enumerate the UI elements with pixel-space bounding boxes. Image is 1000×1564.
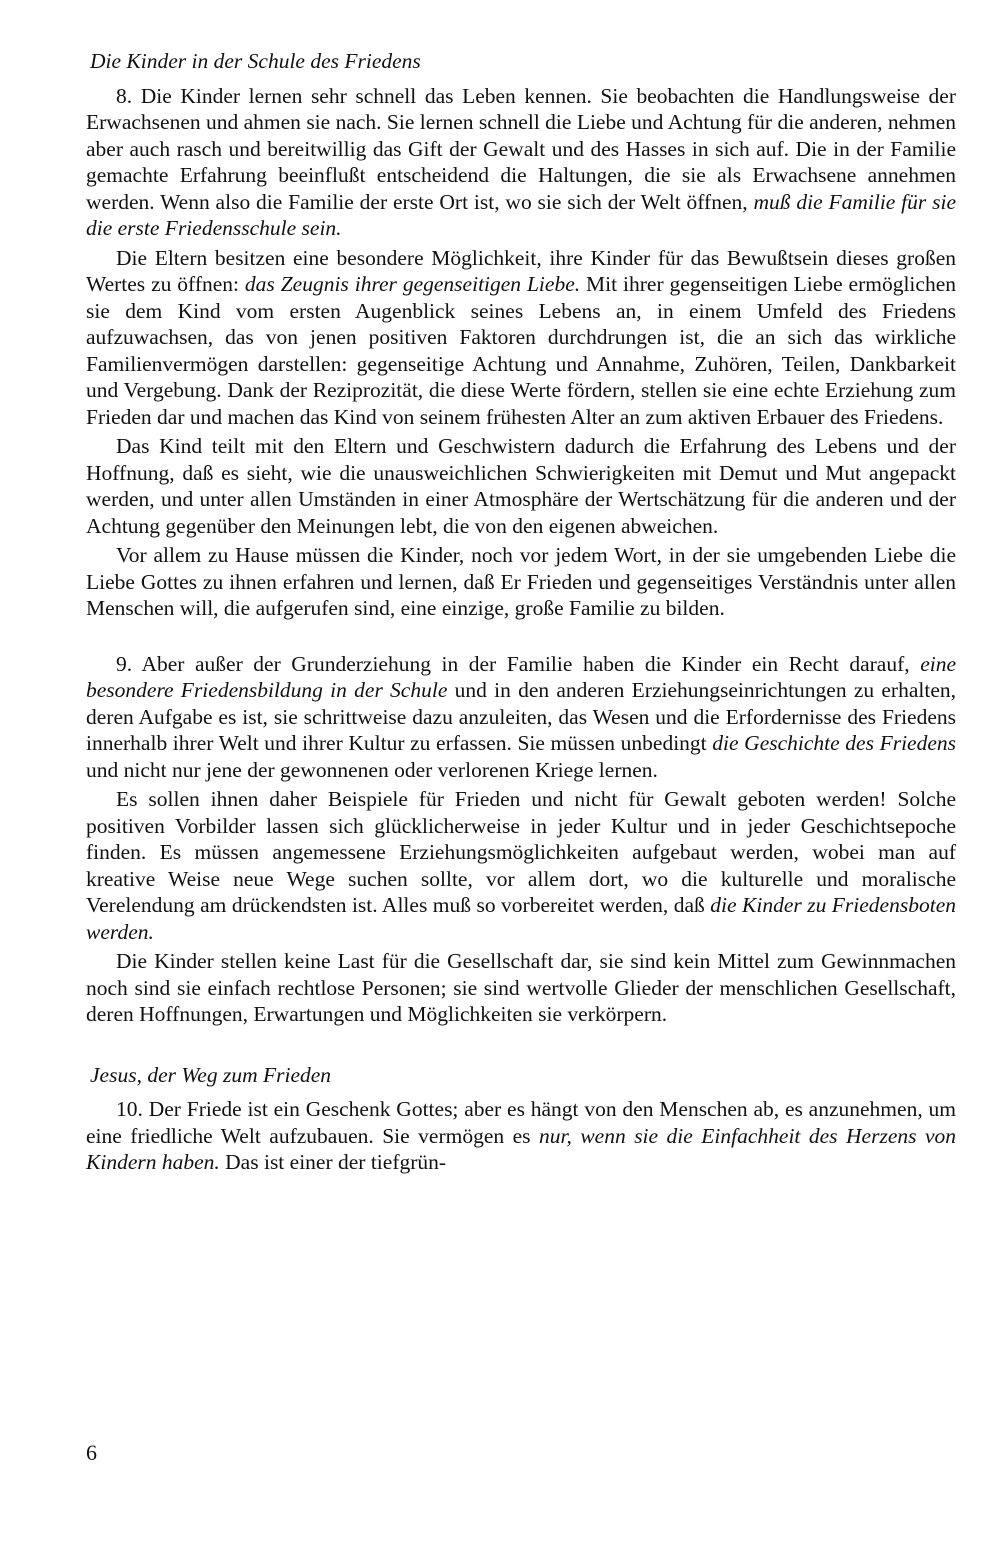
p8b-text-b: Mit ihrer gegenseitigen Liebe ermöglichen sie dem Kind vom ersten Augenblick seines Lebens an, in einem Umfeld des Friedens aufzuwachsen, das von jenen positiven Faktoren durchdrungen ist, die an sich das wirkliche Familienvermögen darstellen: gegenseitige Achtung und Annahme, Zuhören, Teilen, Dankbarkeit und Vergebung. Dank der Reziprozität, die diese Werte fördern, stellen sie eine echte Erziehung zum Frieden dar und machen das Kind von seinem frühesten Alter an zum aktiven Erbauer des Friedens. bbox=[86, 272, 956, 429]
p9-text-a: 9. Aber außer der Grunderziehung in der Familie haben die Kinder ein Recht darauf, bbox=[116, 651, 921, 676]
section-heading-jesus: Jesus, der Weg zum Frieden bbox=[90, 1062, 332, 1087]
section-gap bbox=[86, 625, 956, 651]
p8-text: 8. Die Kinder lernen sehr schnell das Leben kennen. Sie beobachten die Handlungsweise der Erwachsenen und ahmen sie nach. Sie lernen schnell die Liebe und Achtung für die anderen, nehmen aber auch rasch und bereitwillig das Gift der Gewalt und des Hasses in sich auf. Die in der Familie gemachte Erfahrung beeinflußt entscheidend die Haltungen, die sie als Erwachsene annehmen werden. Wenn also die Familie der erste Ort ist, wo sie sich der Welt öffnen, bbox=[86, 83, 956, 214]
p9-text-c: und nicht nur jene der gewonnenen oder verlorenen Kriege lernen. bbox=[86, 757, 658, 782]
paragraph-9c: Die Kinder stellen keine Last für die Gesellschaft dar, sie sind kein Mittel zum Gewinnmachen noch sind sie einfach rechtlose Personen; sie sind wertvolle Glieder der menschlichen Gesellschaft, deren Hoffnungen, Erwartungen und Möglichkeiten sie verkörpern. bbox=[86, 949, 956, 1026]
p9-emphasis-1: eine besondere Friedensbildung in der Schule bbox=[86, 651, 956, 702]
paragraph-8d: Vor allem zu Hause müssen die Kinder, noch vor jedem Wort, in der sie umgebenden Liebe die Liebe Gottes zu ihnen erfahren und lernen, daß Er Frieden und gegenseitiges Verständnis unter allen Menschen will, die aufgerufen sind, eine einzige, große Familie zu bilden. bbox=[86, 543, 956, 620]
page-body bbox=[86, 28, 956, 1179]
p9-text-b: und in den anderen Erziehungseinrichtungen zu erhalten, deren Aufgabe es ist, sie schrittweise dazu anzuleiten, das Wesen und die Erfordernisse des Friedens innerhalb ihrer Welt und ihrer Kultur zu erfassen. Sie müssen unbedingt bbox=[86, 678, 956, 755]
p9b-emphasis: die Kinder zu Friedensboten werden. bbox=[86, 893, 956, 944]
p8-emphasis: muß die Familie für sie die erste Friedensschule sein. bbox=[86, 189, 956, 240]
paragraph-10 bbox=[86, 1096, 956, 1176]
paragraph-9 bbox=[86, 651, 956, 784]
p10-emphasis: nur, wenn sie die Einfachheit des Herzens von Kindern haben. bbox=[86, 1123, 957, 1174]
p8b-emphasis: das Zeugnis ihrer gegenseitigen Liebe. bbox=[244, 272, 581, 296]
section-heading-children-school: Die Kinder in der Schule des Friedens bbox=[90, 49, 421, 73]
paragraph-8b bbox=[86, 245, 956, 431]
paragraph-8 bbox=[86, 83, 956, 242]
paragraph-8c: Das Kind teilt mit den Eltern und Geschwistern dadurch die Erfahrung des Lebens und der Hoffnung, daß es sieht, wie die unausweichlichen Schwierigkeiten mit Demut und Mut angepackt werden, und unter allen Umständen in einer Atmosphäre der Wertschätzung für die anderen und der Achtung gegenüber den Meinungen lebt, die von den eigenen abweichen. bbox=[86, 434, 956, 538]
p9-emphasis-2: die Geschichte des Friedens bbox=[712, 731, 956, 755]
p10-text-a: 10. Der Friede ist ein Geschenk Gottes; aber es hängt von den Menschen ab, es anzunehmen, um eine friedliche Welt aufzubauen. Sie vermögen es bbox=[86, 1097, 956, 1148]
page-number: 6 bbox=[86, 1440, 97, 1465]
p9b-text: Es sollen ihnen daher Beispiele für Frieden und nicht für Gewalt geboten werden! Solche positiven Vorbilder lassen sich glücklicherweise in jeder Kultur und in jeder Geschichtsepoche finden. Es müssen angemessene Erziehungsmöglichkeiten aufgebaut werden, wobei man auf kreative Weise neue Wege suchen sollte, vor allem dort, wo die kulturelle und moralische Verelendung am drückendsten ist. Alles muß so vorbereitet werden, daß bbox=[86, 787, 956, 917]
p10-text-b: Das ist einer der tiefgrün- bbox=[219, 1150, 447, 1174]
p8b-text-a: Die Eltern besitzen eine besondere Möglichkeit, ihre Kinder für das Bewußtsein dieses großen Wertes zu öffnen: bbox=[86, 245, 956, 296]
paragraph-9b bbox=[86, 786, 956, 945]
